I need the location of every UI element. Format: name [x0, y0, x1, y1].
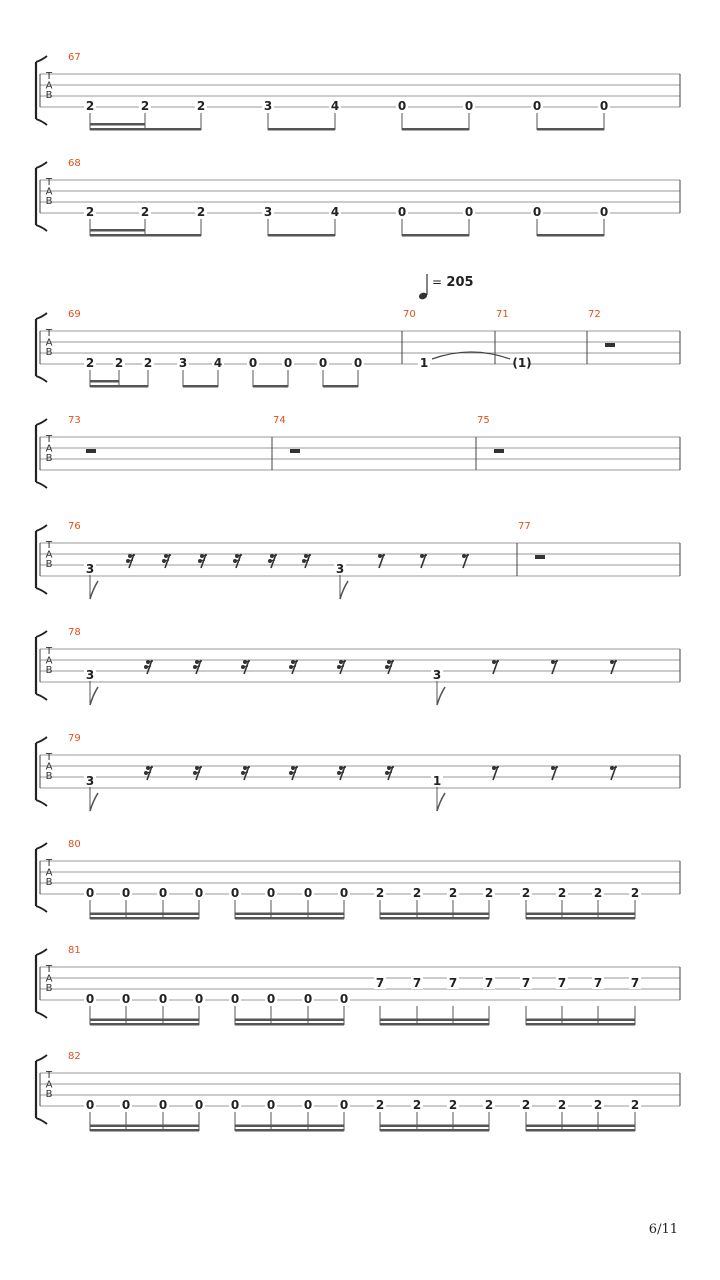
- fret-number: 0: [303, 886, 313, 900]
- measure-number: 70: [403, 309, 416, 320]
- fret-number: 0: [230, 992, 240, 1006]
- bracket-bottom-hook: [36, 906, 47, 912]
- rest-flag: [494, 767, 499, 768]
- rest-flag: [422, 555, 427, 556]
- fret-number: 0: [85, 992, 95, 1006]
- fret-number: 0: [397, 205, 407, 219]
- bracket-bottom-hook: [36, 1118, 47, 1124]
- beam-secondary: [526, 1019, 635, 1022]
- tab-clef-letter: T: [45, 752, 53, 763]
- fret-number: 2: [593, 886, 603, 900]
- beam-secondary: [380, 1019, 489, 1022]
- tempo-bpm: 205: [446, 275, 474, 290]
- fret-number: 2: [85, 356, 95, 370]
- fret-number: 2: [143, 356, 153, 370]
- rest-flag: [341, 767, 346, 768]
- rest-flag: [128, 560, 133, 561]
- beam-secondary: [235, 1125, 344, 1128]
- rest-flag: [380, 555, 385, 556]
- bracket-top-hook: [36, 737, 47, 743]
- rest-flag: [164, 560, 169, 561]
- fret-number: 1: [419, 356, 429, 370]
- rest-flag: [553, 767, 558, 768]
- tab-system-81: [36, 945, 680, 1026]
- beam: [537, 128, 604, 131]
- beam: [402, 234, 469, 237]
- beam: [90, 1023, 199, 1026]
- bracket-bottom-hook: [36, 694, 47, 700]
- tab-clef-letter: B: [45, 665, 53, 676]
- fret-number: 2: [521, 1098, 531, 1112]
- measure-number: 69: [68, 309, 81, 320]
- rest-flag: [339, 772, 344, 773]
- tab-clef-letter: B: [45, 877, 53, 888]
- measure-number: 77: [518, 521, 531, 532]
- fret-number: 2: [557, 886, 567, 900]
- measure-number: 72: [588, 309, 601, 320]
- fret-number: 2: [448, 1098, 458, 1112]
- fret-number: 2: [85, 99, 95, 113]
- tab-clef-letter: A: [45, 443, 53, 455]
- measure-number: 71: [496, 309, 509, 320]
- rest-flag: [148, 661, 153, 662]
- tab-clef-letter: A: [45, 655, 53, 667]
- tab-clef-letter: B: [45, 983, 53, 994]
- bracket-bottom-hook: [36, 1012, 47, 1018]
- tab-clef-letter: A: [45, 337, 53, 349]
- tab-system-76: [36, 521, 680, 599]
- beam: [380, 1129, 489, 1132]
- rest-flag: [195, 772, 200, 773]
- bracket-top-hook: [36, 525, 47, 531]
- page-number: 6/11: [648, 1222, 678, 1237]
- beam: [380, 917, 489, 920]
- tab-system-78: [36, 627, 680, 705]
- fret-number: 0: [303, 1098, 313, 1112]
- fret-number: 3: [432, 668, 442, 682]
- fret-number: 2: [140, 205, 150, 219]
- tab-system-67: [36, 52, 680, 131]
- beam-secondary: [526, 1125, 635, 1128]
- fret-number: 0: [194, 1098, 204, 1112]
- measure-number: 80: [68, 839, 81, 850]
- rest-flag: [197, 661, 202, 662]
- fret-number: 2: [140, 99, 150, 113]
- rest-flag: [612, 767, 617, 768]
- fret-number: 0: [464, 99, 474, 113]
- rest-flag: [272, 555, 277, 556]
- fret-number: 0: [266, 992, 276, 1006]
- fret-number: 0: [230, 1098, 240, 1112]
- tab-clef-letter: B: [45, 1089, 53, 1100]
- note-flag: [437, 687, 445, 705]
- fret-number: 2: [114, 356, 124, 370]
- beam-secondary: [526, 913, 635, 916]
- rest-flag: [245, 661, 250, 662]
- tab-clef-letter: T: [45, 540, 53, 551]
- measure-number: 74: [273, 415, 286, 426]
- fret-number: 0: [303, 992, 313, 1006]
- note-flag: [340, 581, 348, 599]
- tab-clef-letter: T: [45, 858, 53, 869]
- beam-secondary: [380, 1125, 489, 1128]
- fret-number: 2: [630, 886, 640, 900]
- fret-number: 0: [266, 886, 276, 900]
- beam: [526, 917, 635, 920]
- whole-rest-icon: [535, 555, 545, 559]
- tab-clef-letter: B: [45, 90, 53, 101]
- beam: [526, 1023, 635, 1026]
- fret-number: 0: [158, 1098, 168, 1112]
- fret-number: 0: [599, 99, 609, 113]
- fret-number: 3: [178, 356, 188, 370]
- measure-number: 67: [68, 52, 81, 63]
- bracket-bottom-hook: [36, 482, 47, 488]
- measure-number: 81: [68, 945, 81, 956]
- fret-number: 7: [448, 976, 458, 990]
- rest-flag: [291, 666, 296, 667]
- fret-number: 0: [85, 886, 95, 900]
- tab-clef-letter: B: [45, 559, 53, 570]
- tab-clef-letter: A: [45, 549, 53, 561]
- beam: [90, 385, 148, 388]
- tab-clef-letter: A: [45, 973, 53, 985]
- measure-number: 73: [68, 415, 81, 426]
- rest-flag: [464, 555, 469, 556]
- tab-clef-letter: T: [45, 1070, 53, 1081]
- fret-number: 0: [158, 992, 168, 1006]
- fret-number: 7: [593, 976, 603, 990]
- fret-number: 0: [121, 1098, 131, 1112]
- beam: [235, 1023, 344, 1026]
- fret-number: 7: [557, 976, 567, 990]
- fret-number: 0: [464, 205, 474, 219]
- tab-clef-letter: B: [45, 453, 53, 464]
- bracket-top-hook: [36, 843, 47, 849]
- whole-rest-icon: [494, 449, 504, 453]
- rest-flag: [146, 666, 151, 667]
- fret-number: 3: [263, 205, 273, 219]
- tab-clef-letter: A: [45, 1079, 53, 1091]
- fret-number: 0: [230, 886, 240, 900]
- fret-number: 2: [375, 1098, 385, 1112]
- note-flag: [90, 581, 98, 599]
- bracket-top-hook: [36, 1055, 47, 1061]
- fret-number: 3: [335, 562, 345, 576]
- beam-secondary: [90, 380, 119, 383]
- rest-flag: [291, 772, 296, 773]
- rest-flag: [237, 555, 242, 556]
- bracket-top-hook: [36, 419, 47, 425]
- fret-number: 2: [557, 1098, 567, 1112]
- beam: [90, 234, 201, 237]
- bracket-bottom-hook: [36, 588, 47, 594]
- rest-flag: [389, 767, 394, 768]
- fret-number: 0: [158, 886, 168, 900]
- beam: [402, 128, 469, 131]
- rest-flag: [612, 661, 617, 662]
- rest-flag: [341, 661, 346, 662]
- fret-number: 0: [248, 356, 258, 370]
- rest-flag: [166, 555, 171, 556]
- fret-number: 2: [484, 886, 494, 900]
- beam: [323, 385, 358, 388]
- fret-number: 2: [412, 886, 422, 900]
- fret-number: 2: [521, 886, 531, 900]
- fret-number: 7: [521, 976, 531, 990]
- tab-clef-letter: A: [45, 761, 53, 773]
- note-flag: [90, 793, 98, 811]
- fret-number: 7: [375, 976, 385, 990]
- fret-number: 3: [263, 99, 273, 113]
- fret-number: 0: [194, 992, 204, 1006]
- fret-number: 0: [353, 356, 363, 370]
- beam: [235, 1129, 344, 1132]
- tab-clef-letter: B: [45, 347, 53, 358]
- fret-number: 0: [339, 886, 349, 900]
- beam: [183, 385, 218, 388]
- rest-flag: [270, 560, 275, 561]
- fret-number: 2: [196, 99, 206, 113]
- fret-number: 0: [283, 356, 293, 370]
- beam: [526, 1129, 635, 1132]
- bracket-top-hook: [36, 162, 47, 168]
- fret-number: 2: [375, 886, 385, 900]
- tab-clef-letter: A: [45, 867, 53, 879]
- fret-number: 0: [194, 886, 204, 900]
- beam-secondary: [380, 913, 489, 916]
- fret-number: 7: [630, 976, 640, 990]
- bracket-top-hook: [36, 313, 47, 319]
- tab-clef-letter: T: [45, 964, 53, 975]
- beam-secondary: [90, 229, 145, 232]
- tab-system-68: [36, 158, 680, 237]
- beam-secondary: [90, 1019, 199, 1022]
- rest-flag: [243, 666, 248, 667]
- fret-number: 7: [412, 976, 422, 990]
- bracket-bottom-hook: [36, 119, 47, 125]
- tab-system-69: [36, 309, 680, 388]
- tab-clef-letter: T: [45, 177, 53, 188]
- beam-secondary: [90, 913, 199, 916]
- beam: [90, 1129, 199, 1132]
- beam: [268, 234, 335, 237]
- measure-number: 79: [68, 733, 81, 744]
- whole-rest-icon: [605, 343, 615, 347]
- fret-number: 3: [85, 774, 95, 788]
- tab-clef-letter: T: [45, 434, 53, 445]
- tab-clef-letter: T: [45, 646, 53, 657]
- fret-number: 0: [599, 205, 609, 219]
- rest-flag: [202, 555, 207, 556]
- measure-number: 78: [68, 627, 81, 638]
- fret-number: (1): [512, 356, 532, 370]
- rest-flag: [304, 560, 309, 561]
- fret-number: 4: [330, 99, 340, 113]
- measure-number: 76: [68, 521, 81, 532]
- tab-clef-letter: T: [45, 71, 53, 82]
- rest-flag: [387, 772, 392, 773]
- fret-number: 2: [630, 1098, 640, 1112]
- note-flag: [90, 687, 98, 705]
- rest-flag: [553, 661, 558, 662]
- fret-number: 0: [121, 886, 131, 900]
- fret-number: 2: [85, 205, 95, 219]
- rest-flag: [306, 555, 311, 556]
- beam: [253, 385, 288, 388]
- fret-number: 0: [532, 99, 542, 113]
- fret-number: 3: [85, 562, 95, 576]
- rest-flag: [494, 661, 499, 662]
- beam: [90, 917, 199, 920]
- tab-clef-letter: B: [45, 196, 53, 207]
- whole-rest-icon: [86, 449, 96, 453]
- fret-number: 3: [85, 668, 95, 682]
- fret-number: 2: [196, 205, 206, 219]
- fret-number: 0: [532, 205, 542, 219]
- fret-number: 0: [318, 356, 328, 370]
- fret-number: 2: [412, 1098, 422, 1112]
- fret-number: 2: [484, 1098, 494, 1112]
- measure-number: 82: [68, 1051, 81, 1062]
- rest-flag: [389, 661, 394, 662]
- beam: [268, 128, 335, 131]
- fret-number: 2: [593, 1098, 603, 1112]
- beam-secondary: [235, 913, 344, 916]
- rest-flag: [200, 560, 205, 561]
- rest-flag: [235, 560, 240, 561]
- fret-number: 4: [213, 356, 223, 370]
- rest-flag: [243, 772, 248, 773]
- rest-flag: [148, 767, 153, 768]
- tab-clef-letter: A: [45, 80, 53, 92]
- fret-number: 7: [484, 976, 494, 990]
- fret-number: 4: [330, 205, 340, 219]
- fret-number: 0: [339, 1098, 349, 1112]
- rest-flag: [146, 772, 151, 773]
- bracket-bottom-hook: [36, 800, 47, 806]
- rest-flag: [195, 666, 200, 667]
- rest-flag: [387, 666, 392, 667]
- beam: [537, 234, 604, 237]
- rest-flag: [130, 555, 135, 556]
- beam: [235, 917, 344, 920]
- fret-number: 0: [85, 1098, 95, 1112]
- fret-number: 0: [397, 99, 407, 113]
- measure-number: 68: [68, 158, 81, 169]
- beam-secondary: [235, 1019, 344, 1022]
- fret-number: 0: [266, 1098, 276, 1112]
- tab-system-80: [36, 839, 680, 920]
- tab-system-79: [36, 733, 680, 811]
- bracket-top-hook: [36, 56, 47, 62]
- rest-flag: [339, 666, 344, 667]
- rest-flag: [293, 661, 298, 662]
- tab-clef-letter: A: [45, 186, 53, 198]
- tempo-marking: [418, 274, 474, 300]
- beam-secondary: [90, 123, 145, 126]
- bracket-bottom-hook: [36, 225, 47, 231]
- tab-clef-letter: T: [45, 328, 53, 339]
- tempo-equals: =: [431, 275, 443, 289]
- whole-rest-icon: [290, 449, 300, 453]
- tab-clef-letter: B: [45, 771, 53, 782]
- rest-flag: [197, 767, 202, 768]
- bracket-bottom-hook: [36, 376, 47, 382]
- bracket-top-hook: [36, 631, 47, 637]
- tab-system-73: [36, 415, 680, 488]
- beam: [90, 128, 201, 131]
- fret-number: 0: [339, 992, 349, 1006]
- fret-number: 0: [121, 992, 131, 1006]
- note-flag: [437, 793, 445, 811]
- fret-number: 2: [448, 886, 458, 900]
- rest-flag: [293, 767, 298, 768]
- tab-system-82: [36, 1051, 680, 1132]
- fret-number: 1: [432, 774, 442, 788]
- measure-number: 75: [477, 415, 490, 426]
- rest-flag: [245, 767, 250, 768]
- beam-secondary: [90, 1125, 199, 1128]
- bracket-top-hook: [36, 949, 47, 955]
- beam: [380, 1023, 489, 1026]
